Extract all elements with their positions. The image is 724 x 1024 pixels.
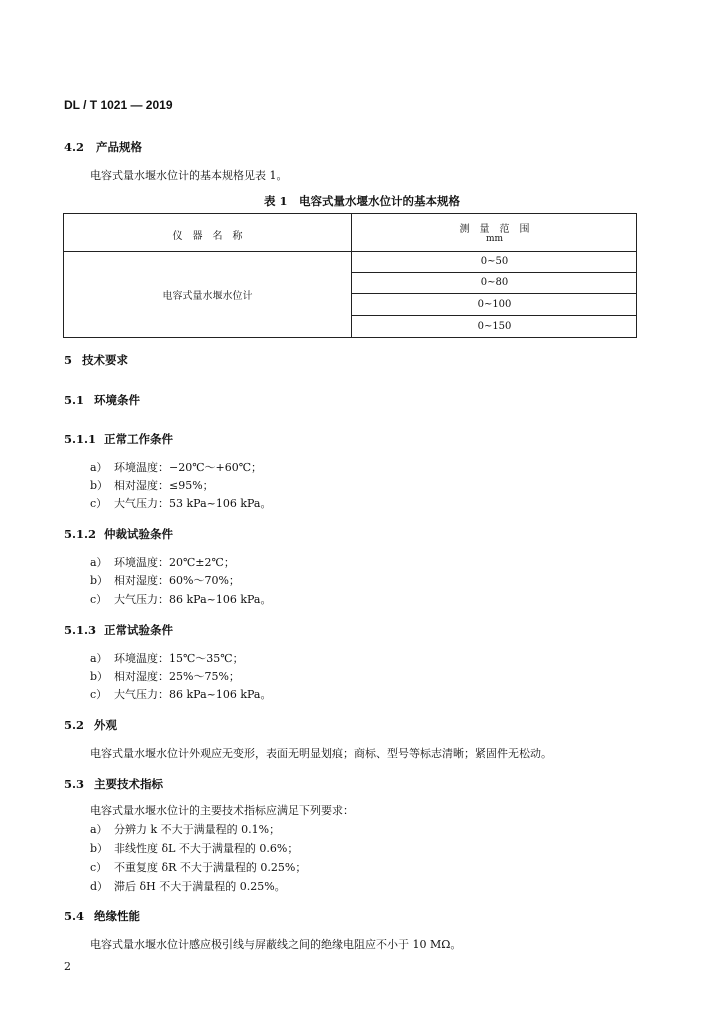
table-divider (351, 315, 637, 316)
section-5-1-heading (64, 392, 140, 408)
list-marker: b） (90, 574, 109, 587)
list-item (90, 821, 280, 837)
section-5-4-text: 电容式量水堰水位计感应极引线与屏蔽线之间的绝缘电阻应不小于 10 MΩ。 (90, 938, 462, 951)
table-cell-range: 0~50 (480, 256, 509, 267)
table-cell-instrument: 电容式量水堰水位计 (162, 291, 253, 302)
list-item (90, 650, 244, 666)
list-text: 分辨力 k 不大于满量程的 0.1%； (114, 823, 281, 836)
list-marker: c） (90, 688, 108, 701)
table-header-unit: mm (485, 234, 504, 244)
list-text: 大气压力：86 kPa~106 kPa。 (114, 688, 272, 701)
section-title: 正常试验条件 (104, 623, 173, 637)
list-marker: b） (90, 479, 109, 492)
section-4-2-text: 电容式量水堰水位计的基本规格见表 1。 (90, 169, 288, 182)
table-divider (64, 251, 636, 252)
list-marker: c） (90, 497, 108, 510)
list-marker: b） (90, 842, 109, 855)
table-caption: 表 1 电容式量水堰水位计的基本规格 (263, 194, 460, 208)
section-number: 5 (64, 353, 73, 367)
standard-number-header: DL / T 1021 — 2019 (64, 98, 173, 112)
section-title: 主要技术指标 (94, 777, 163, 791)
section-title: 环境条件 (94, 393, 140, 407)
section-5-1-1-heading (64, 431, 173, 447)
list-item (90, 591, 271, 607)
section-5-1-3-heading (64, 622, 173, 638)
section-5-heading (64, 352, 128, 368)
table-divider (351, 272, 637, 273)
section-title: 技术要求 (82, 353, 128, 367)
list-text: 环境温度：20℃±2℃； (114, 556, 235, 569)
section-5-2-text: 电容式量水堰水位计外观应无变形，表面无明显划痕；商标、型号等标志清晰；紧固件无松动。 (90, 747, 552, 760)
section-4-2-heading (64, 139, 142, 155)
section-number: 5.2 (64, 718, 85, 732)
list-item (90, 668, 240, 684)
list-item (90, 572, 240, 588)
list-marker: a） (90, 823, 108, 836)
section-title: 正常工作条件 (104, 432, 173, 446)
section-5-2-heading (64, 717, 117, 733)
section-title: 产品规格 (96, 140, 142, 154)
table-header-range: 测 量 范 围 (459, 224, 530, 235)
section-number: 5.1 (64, 393, 85, 407)
table-header-instrument: 仪 器 名 称 (172, 231, 243, 242)
section-number: 5.3 (64, 777, 85, 791)
list-marker: a） (90, 461, 108, 474)
list-marker: c） (90, 593, 108, 606)
list-item (90, 859, 306, 875)
section-5-3-intro: 电容式量水堰水位计的主要技术指标应满足下列要求： (90, 804, 354, 817)
section-number: 5.1.3 (64, 623, 97, 637)
section-number: 5.1.2 (64, 527, 97, 541)
list-text: 非线性度 δL 不大于满量程的 0.6%； (114, 842, 299, 855)
section-5-3-heading (64, 776, 163, 792)
list-item (90, 554, 235, 570)
list-item (90, 459, 262, 475)
page-number: 2 (64, 960, 71, 973)
list-marker: b） (90, 670, 109, 683)
list-text: 大气压力：86 kPa~106 kPa。 (114, 593, 272, 606)
list-item (90, 840, 298, 856)
list-text: 环境温度：−20℃～+60℃； (114, 461, 263, 474)
section-5-4-heading (64, 908, 140, 924)
list-item (90, 477, 214, 493)
list-text: 环境温度：15℃～35℃； (114, 652, 244, 665)
list-text: 大气压力：53 kPa~106 kPa。 (114, 497, 272, 510)
list-text: 相对湿度：25%～75%； (114, 670, 240, 683)
list-item (90, 878, 286, 894)
section-number: 4.2 (64, 140, 85, 154)
table-cell-range: 0~100 (477, 299, 512, 310)
section-number: 5.4 (64, 909, 85, 923)
list-marker: a） (90, 652, 108, 665)
list-item (90, 686, 271, 702)
list-text: 相对湿度：60%～70%； (114, 574, 240, 587)
section-number: 5.1.1 (64, 432, 97, 446)
list-marker: c） (90, 861, 108, 874)
table-divider (351, 293, 637, 294)
list-item (90, 495, 271, 511)
list-text: 不重复度 δR 不大于满量程的 0.25%； (114, 861, 307, 874)
list-text: 相对湿度：≤95%； (114, 479, 214, 492)
section-5-1-2-heading (64, 526, 173, 542)
section-title: 绝缘性能 (94, 909, 140, 923)
list-marker: d） (90, 880, 109, 893)
list-text: 滞后 δH 不大于满量程的 0.25%。 (114, 880, 286, 893)
table-cell-range: 0~80 (480, 277, 509, 288)
section-title: 仲裁试验条件 (104, 527, 173, 541)
list-marker: a） (90, 556, 108, 569)
section-title: 外观 (94, 718, 117, 732)
table-cell-range: 0~150 (477, 321, 512, 332)
spec-table (63, 213, 637, 338)
